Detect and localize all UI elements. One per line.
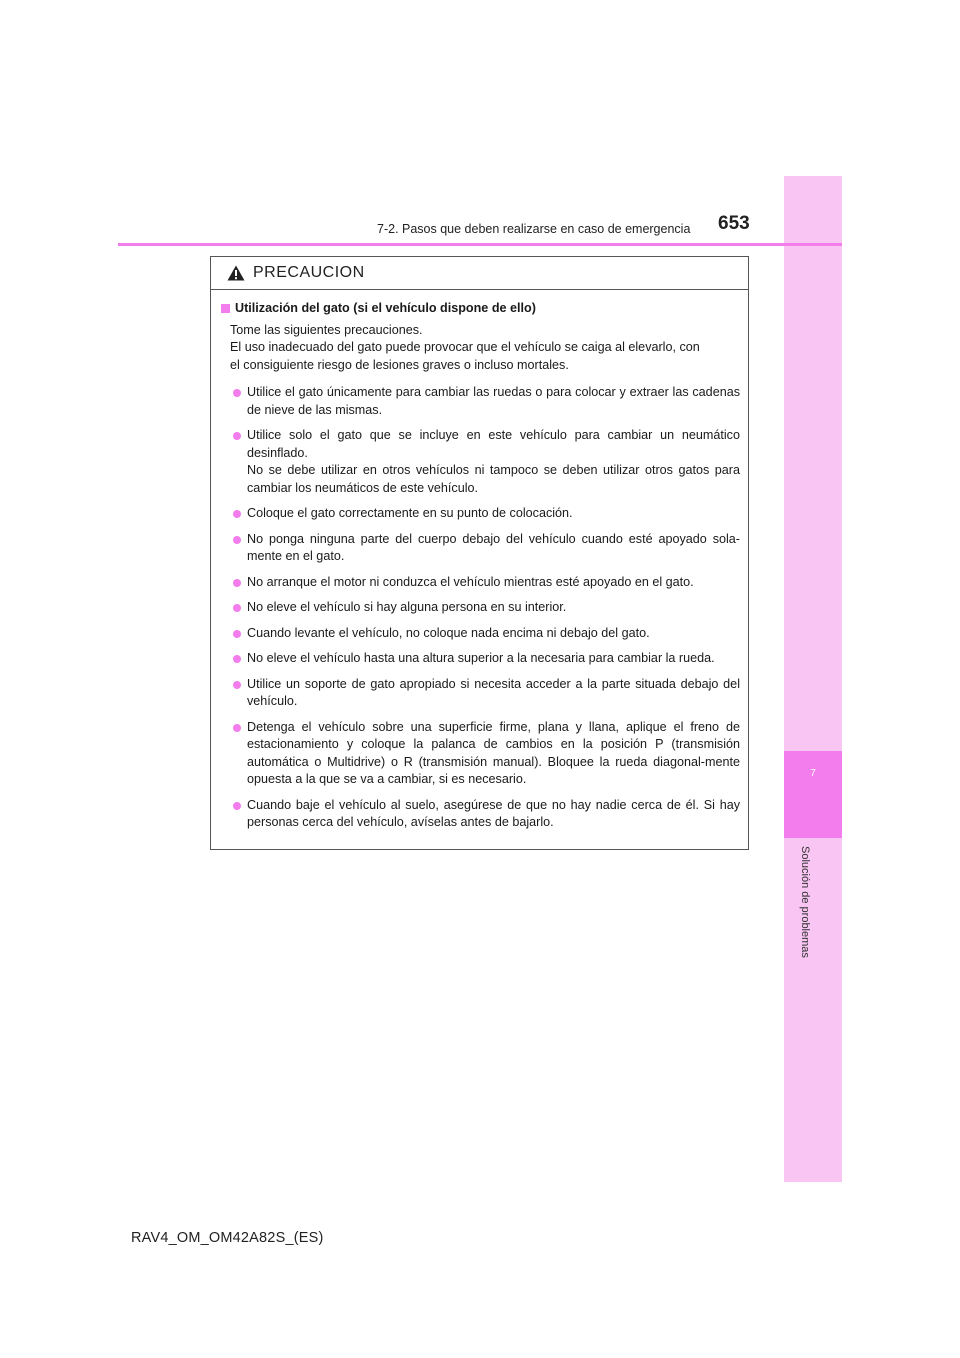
caution-title: PRECAUCION	[253, 264, 365, 281]
list-item-text: Detenga el vehículo sobre una superficie firme, plana y llana, aplique el freno de estacionamiento y coloque la palanca de cambios en la posición P (transmisión automática o Multidrive) o R (transmisión manual). Bloquee la rueda diagonal-mente opuesta a la que se va a cambiar, si es necesario.	[247, 719, 740, 786]
header-divider	[118, 243, 842, 246]
intro-line: el consiguiente riesgo de lesiones graves o incluso mortales.	[230, 357, 569, 372]
list-item-text: No ponga ninguna parte del cuerpo debajo del vehículo cuando esté apoyado sola-mente en el gato.	[247, 531, 740, 563]
caution-box	[210, 256, 749, 850]
caution-body	[211, 290, 748, 832]
bullet-dot-icon	[233, 655, 241, 663]
bullet-dot-icon	[233, 681, 241, 689]
list-item-text: Utilice solo el gato que se incluye en este vehículo para cambiar un neumático desinflado. No se debe utilizar en otros vehículos ni tampoco se deben utilizar otros gatos para cambiar los neumáticos de este vehículo.	[247, 428, 740, 495]
bullet-dot-icon	[233, 389, 241, 397]
page-number: 653	[718, 213, 750, 234]
section-heading-text: Utilización del gato (si el vehículo dispone de ello)	[235, 301, 536, 315]
list-item	[221, 384, 740, 419]
bullet-dot-icon	[233, 432, 241, 440]
manual-code: RAV4_OM_OM42A82S_(ES)	[131, 1230, 324, 1246]
intro-line: Tome las siguientes precauciones.	[230, 322, 423, 337]
bullet-dot-icon	[233, 579, 241, 587]
list-item-text: Cuando baje el vehículo al suelo, asegúrese de que no hay nadie cerca de él. Si hay personas cerca del vehículo, avíselas antes de bajarlo.	[247, 797, 740, 829]
list-item	[221, 505, 740, 523]
list-item	[221, 719, 740, 789]
chapter-title: Solución de problemas	[799, 846, 811, 958]
chapter-number: 7	[810, 768, 816, 779]
list-item	[221, 599, 740, 617]
bullet-dot-icon	[233, 536, 241, 544]
bullet-dot-icon	[233, 510, 241, 518]
list-item	[221, 574, 740, 592]
bullet-dot-icon	[233, 802, 241, 810]
section-heading	[221, 300, 740, 318]
list-item	[221, 676, 740, 711]
bullet-dot-icon	[233, 724, 241, 732]
list-item-text: Coloque el gato correctamente en su punto de colocación.	[247, 506, 573, 520]
list-item	[221, 625, 740, 643]
list-item-text: Cuando levante el vehículo, no coloque nada encima ni debajo del gato.	[247, 625, 650, 640]
list-item-text: No eleve el vehículo si hay alguna persona en su interior.	[247, 600, 567, 614]
intro-text	[230, 322, 740, 375]
section-header: 7-2. Pasos que deben realizarse en caso de emergencia	[377, 222, 691, 236]
warning-triangle-icon	[227, 265, 245, 281]
chapter-side-tab	[784, 176, 842, 1182]
bullet-dot-icon	[233, 630, 241, 638]
list-item-text: Utilice el gato únicamente para cambiar las ruedas o para colocar y extraer las cadenas de nieve de las mismas.	[247, 385, 740, 417]
intro-line: El uso inadecuado del gato puede provocar que el vehículo se caiga al elevarlo, con	[230, 340, 700, 354]
list-item	[221, 531, 740, 566]
list-item-text: Utilice un soporte de gato apropiado si necesita acceder a la parte situada debajo del vehículo.	[247, 676, 740, 708]
bullet-list	[221, 384, 740, 832]
list-item-text: No arranque el motor ni conduzca el vehículo mientras esté apoyado en el gato.	[247, 574, 694, 589]
bullet-dot-icon	[233, 604, 241, 612]
list-item	[221, 427, 740, 497]
list-item	[221, 650, 740, 668]
caution-header	[211, 257, 748, 290]
chapter-tab-marker	[784, 751, 842, 838]
list-item	[221, 797, 740, 832]
list-item-text: No eleve el vehículo hasta una altura superior a la necesaria para cambiar la rueda.	[247, 651, 715, 665]
square-bullet-icon	[221, 304, 230, 313]
